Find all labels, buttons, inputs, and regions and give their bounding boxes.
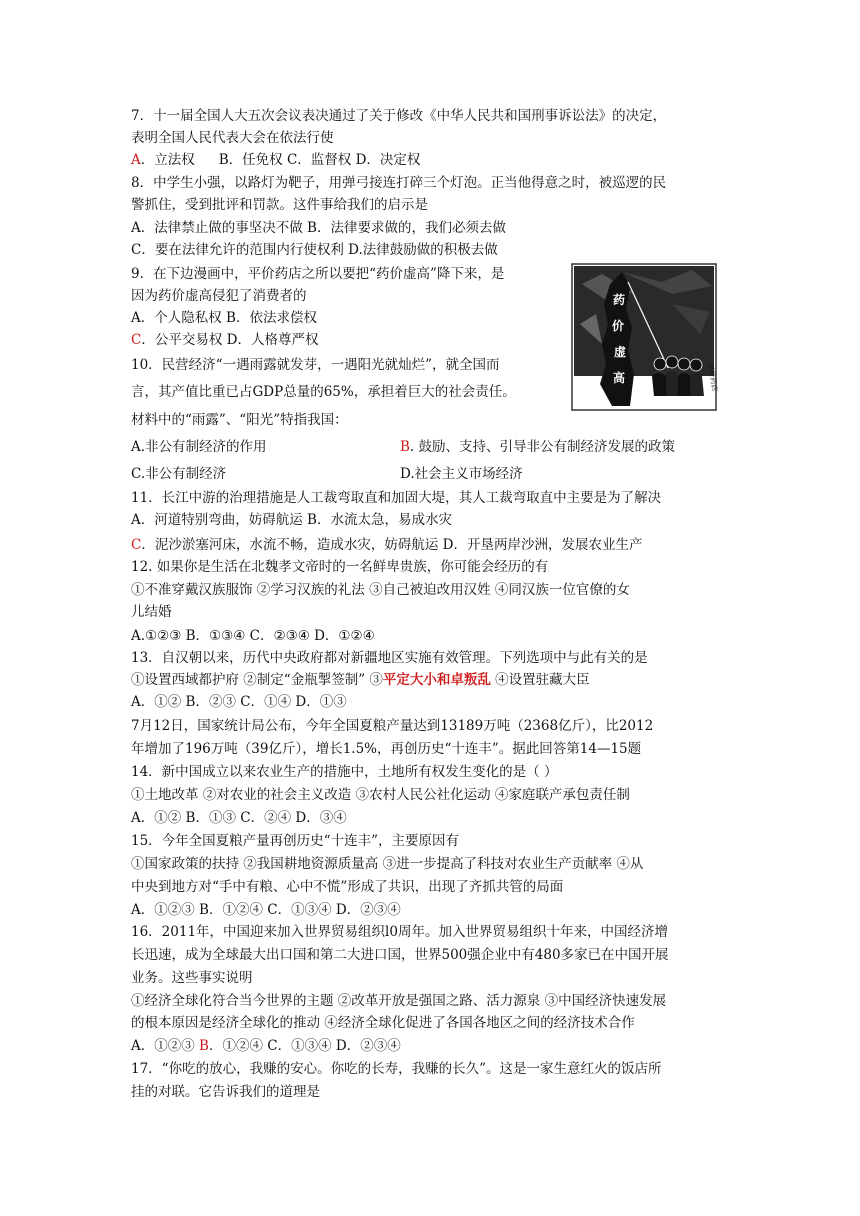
- q15-items-line2: 中央到地方对“手中有粮、心中不慌”形成了共识，出现了齐抓共管的局面: [131, 879, 564, 895]
- q16-items-line1: ①经济全球化符合当今世界的主题 ②改革开放是强国之路、活力源泉 ③中国经济快速发展: [131, 993, 667, 1009]
- q7-option-a: ．立法权: [140, 152, 195, 168]
- q16-answer-letter: B: [199, 1038, 209, 1054]
- q7-stem-line2: 表明全国人民代表大会在依法行使: [131, 130, 334, 146]
- q17-stem-line1: 17．“你吃的放心，我赚的安心。你吃的长寿，我赚的长久”。这是一家生意红火的饭店所: [131, 1061, 662, 1077]
- price-cartoon: [572, 264, 719, 410]
- q16-options: [131, 1036, 401, 1056]
- q8-options-ab: A．法律禁止做的事坚决不做 B．法律要求做的，我们必须去做: [131, 220, 506, 236]
- q13-items-highlight: 平定大小和卓叛乱: [382, 672, 491, 688]
- cartoon-image: [572, 264, 719, 410]
- q15-options: A．①②③ B．①②④ C．①③④ D．②③④: [131, 902, 401, 918]
- q9-options-ab: A．个人隐私权 B．依法求偿权: [131, 310, 317, 326]
- q16-stem-line2: 长迅速，成为全球最大出口国和第二大进口国，世界500强企业中有480多家已在中国开展: [131, 947, 669, 963]
- q10-stem-line3: 材料中的“雨露”、“阳光”特指我国：: [131, 412, 348, 428]
- material-line2: 年增加了196万吨（39亿斤），增长1.5%，再创历史“十连丰”。据此回答第14—15题: [131, 741, 642, 757]
- q9-option-c: ．公平交易权 D．人格尊严权: [141, 332, 319, 348]
- q10-answer-letter: B: [400, 439, 410, 455]
- q10-stem-line2: 言，其产值比重已占GDP总量的65%，承担着巨大的社会责任。: [131, 384, 516, 400]
- q9-stem-line2: 因为药价虚高侵犯了消费者的: [131, 288, 307, 304]
- q14-stem: 14．新中国成立以来农业生产的措施中，土地所有权发生变化的是（ ）: [131, 764, 558, 780]
- q11-answer-letter: C: [131, 537, 142, 553]
- q13-items: [131, 670, 590, 690]
- cartoon-char-4: 高: [612, 371, 626, 385]
- q10-option-d: D.社会主义市场经济: [400, 466, 523, 482]
- q7-stem-line1: 7．十一届全国人大五次会议表决通过了关于修改《中华人民共和国刑事诉讼法》的决定，: [131, 108, 667, 124]
- q11-options-ab: A．河道特别弯曲，妨碍航运 B．水流太急，易成水灾: [131, 512, 452, 528]
- cartoon-char-1: 药: [612, 293, 626, 307]
- q16-option-a: A．①②③: [131, 1038, 200, 1054]
- q12-items-line1: ①不准穿戴汉族服饰 ②学习汉族的礼法 ③自己被迫改用汉姓 ④同汉族一位官僚的女: [131, 582, 630, 598]
- q17-stem-line2: 挂的对联。它告诉我们的道理是: [131, 1084, 320, 1100]
- q10-option-c: C.非公有制经济: [131, 466, 227, 482]
- q9-answer-letter: C: [131, 332, 142, 348]
- q11-options-cd: [131, 535, 642, 555]
- q12-items-line2: 儿结婚: [131, 604, 172, 620]
- q13-stem: 13．自汉朝以来，历代中央政府都对新疆地区实施有效管理。下列选项中与此有关的是: [131, 650, 648, 666]
- q10-option-b: [400, 437, 675, 457]
- q10-option-b-text: . 鼓励、支持、引导非公有制经济发展的政策: [409, 439, 676, 455]
- q12-options: A.①②③ B．①③④ C．②③④ D．①②④: [131, 628, 375, 644]
- q14-options: A．①② B．①③ C．②④ D．③④: [131, 810, 347, 826]
- material-line1: 7月12日，国家统计局公布，今年全国夏粮产量达到13189万吨（2368亿斤），比2012: [131, 718, 654, 734]
- q13-items-a: ①设置西域都护府 ②制定“金瓶掣签制” ③: [131, 672, 383, 688]
- q15-stem: 15．今年全国夏粮产量再创历史“十连丰”，主要原因有: [131, 833, 459, 849]
- q16-stem-line1: 16．2011年，中国迎来加入世界贸易组织l0周年。加入世界贸易组织十年来，中国经济增: [131, 924, 668, 940]
- q11-stem: 11．长江中游的治理措施是人工裁弯取直和加固大堤，其人工裁弯取直中主要是为了解决: [131, 490, 662, 506]
- q13-items-b: ④设置驻藏大臣: [490, 672, 590, 688]
- cartoon-char-3: 虚: [613, 345, 627, 359]
- q7-answer-letter: A: [131, 152, 141, 168]
- q7-options: [131, 150, 420, 170]
- q9-options-cd: [131, 330, 318, 350]
- q14-items: ①土地改革 ②对农业的社会主义改造 ③农村人民公社化运动 ④家庭联产承包责任制: [131, 787, 630, 803]
- q16-items-line2: 的根本原因是经济全球化的推动 ④经济全球化促进了各国各地区之间的经济技术合作: [131, 1015, 635, 1031]
- q8-options-cd: C．要在法律允许的范围内行使权利 D.法律鼓励做的积极去做: [131, 242, 498, 258]
- q11-option-c-text: ．泥沙淤塞河床，水流不畅，造成水灾，妨碍航运 D．开垦两岸沙洲，发展农业生产: [141, 537, 643, 553]
- q15-items-line1: ①国家政策的扶持 ②我国耕地资源质量高 ③进一步提高了科技对农业生产贡献率 ④从: [131, 856, 644, 872]
- q8-stem-line1: 8．中学生小强，以路灯为靶子，用弹弓接连打碎三个灯泡。正当他得意之时，被巡逻的民: [131, 175, 667, 191]
- q12-stem: 12. 如果你是生活在北魏孝文帝时的一名鲜卑贵族，你可能会经历的有: [131, 559, 549, 575]
- q10-stem-line1: 10．民营经济“一遇雨露就发芽，一遇阳光就灿烂”，就全国而: [131, 357, 500, 373]
- q16-options-cd: C．①③④ D．②③④: [262, 1038, 401, 1054]
- cartoon-char-2: 价: [611, 319, 625, 333]
- q7-options-rest: B．任免权 C．监督权 D．决定权: [218, 152, 421, 168]
- q9-stem-line1: 9．在下边漫画中，平价药店之所以要把“药价虚高”降下来，是: [131, 266, 505, 282]
- q16-option-b-text: ．①②④: [208, 1038, 263, 1054]
- q16-stem-line3: 业务。这些事实说明: [131, 970, 253, 986]
- cartoon-caption: 平价药店: [706, 362, 719, 392]
- q13-options: A．①② B．②③ C．①④ D．①③: [131, 694, 347, 710]
- q10-option-a: A.非公有制经济的作用: [131, 439, 267, 455]
- q8-stem-line2: 警抓住，受到批评和罚款。这件事给我们的启示是: [131, 197, 428, 213]
